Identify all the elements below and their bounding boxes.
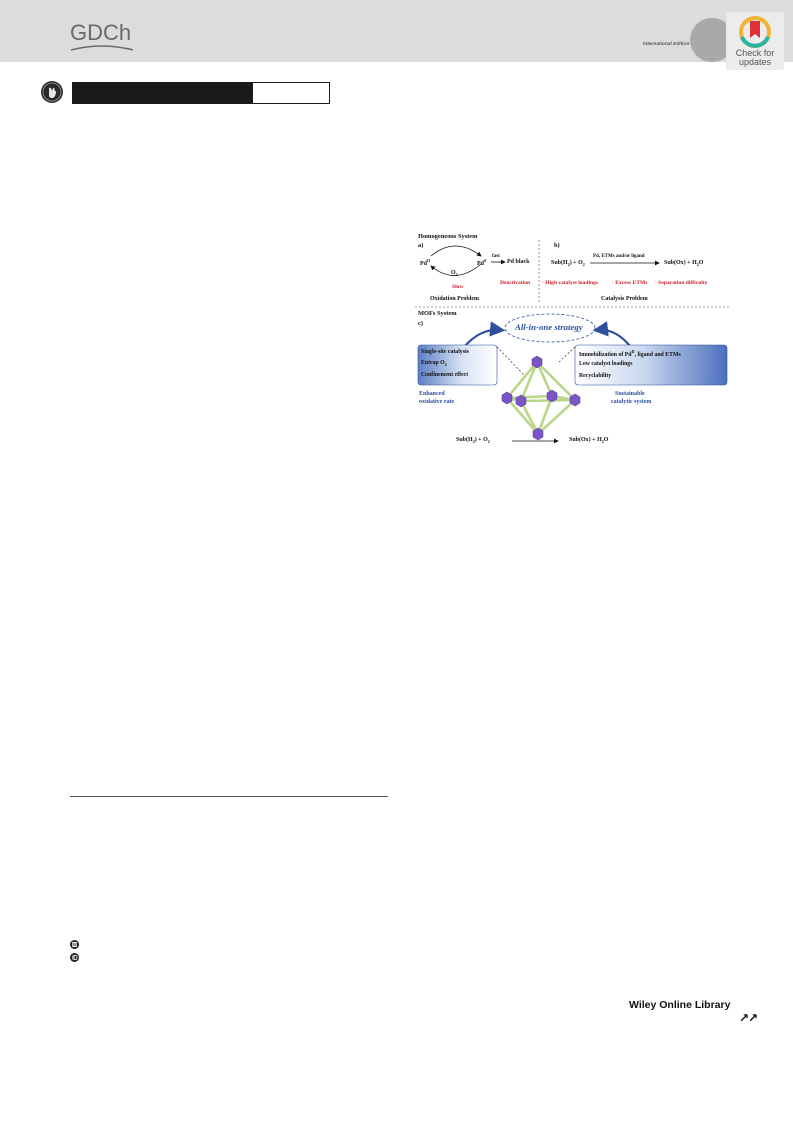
right-caption-1: Sustainable xyxy=(615,391,645,397)
left-blue-arrow xyxy=(465,330,501,346)
graphical-abstract-figure xyxy=(415,230,730,448)
gdch-logo xyxy=(70,20,134,54)
wiley-online-library-link[interactable]: Wiley Online Library xyxy=(629,999,731,1011)
fast-label: fast xyxy=(492,254,500,259)
panel-b-products: $Sub(Ox) + H_2O$ xyxy=(664,260,704,268)
issue-deactivation: Deactivation xyxy=(500,280,531,286)
panel-a-label: a) xyxy=(418,242,424,249)
pd-black-label: Pd black xyxy=(507,259,530,265)
right-box-line-1: Immobilization of $Pd^{II}$, ligand and ETMs xyxy=(579,349,681,358)
o2-label: $O_2$ xyxy=(451,270,458,278)
left-caption-1: Enhanced xyxy=(419,391,445,397)
equation-right: $Sub(Ox) + H_2O$ xyxy=(569,437,609,445)
gdch-logo-text: GDCh xyxy=(70,20,132,45)
issue-excess-etms: · Excess ETMs xyxy=(612,280,648,286)
hand-pointer-icon xyxy=(40,80,64,104)
right-caption-2: catalytic system xyxy=(611,399,652,405)
check-for-updates-badge[interactable] xyxy=(726,12,784,70)
pd-0-label: Pd$^0$ xyxy=(477,258,487,267)
left-box-line-2: Entrap $O_2$ xyxy=(421,360,447,368)
issue-separation: · Separation difficulty xyxy=(655,280,708,286)
section-title-box xyxy=(252,82,330,104)
mofs-title: MOFs System xyxy=(418,310,457,317)
journal-header xyxy=(0,0,793,67)
panel-b-label: b) xyxy=(554,242,560,249)
cycle-arc-top xyxy=(431,246,481,256)
left-box-line-1: Single-site catalysis xyxy=(421,349,469,355)
bookmark-icon xyxy=(726,12,784,52)
footnote-rule xyxy=(70,796,388,797)
edition-label: International Edition xyxy=(643,42,690,47)
strategy-label: All-in-one strategy xyxy=(515,322,583,332)
document-icon xyxy=(70,940,79,949)
arrow-icon: ↗↗ xyxy=(739,1011,758,1025)
gdch-swoosh-icon xyxy=(70,44,134,54)
left-box-line-3: Confinement effect xyxy=(421,372,469,378)
orcid-icon[interactable] xyxy=(70,953,79,962)
panel-b-reactants: $Sub(H_2) + O_2$ xyxy=(551,260,585,268)
pd-ii-label: $Pd^{II}$ xyxy=(420,258,431,267)
section-title-bar xyxy=(72,82,252,104)
right-blue-arrow xyxy=(597,330,630,346)
left-caption-2: oxidative rate xyxy=(419,399,455,405)
right-box-line-3: Recyclability xyxy=(579,373,612,379)
catalysis-arrow-label: Pd, ETMs and/or ligand xyxy=(593,254,645,259)
check-for-updates-text: Check for updates xyxy=(735,48,775,67)
catalysis-problem-label: Catalysis Problem xyxy=(601,296,648,302)
panel-c-label: c) xyxy=(418,320,423,327)
right-box-line-2: Low catalyst loadings xyxy=(579,361,633,367)
issue-high-loadings: · High catalyst loadings xyxy=(542,280,599,286)
oxidation-problem-label: Oxidation Problem xyxy=(430,296,480,302)
homogeneous-title: Homogeneous System xyxy=(418,233,478,240)
equation-left: $Sub(H_2) + O_2$ xyxy=(456,437,490,445)
slow-label: Slow xyxy=(452,284,464,290)
